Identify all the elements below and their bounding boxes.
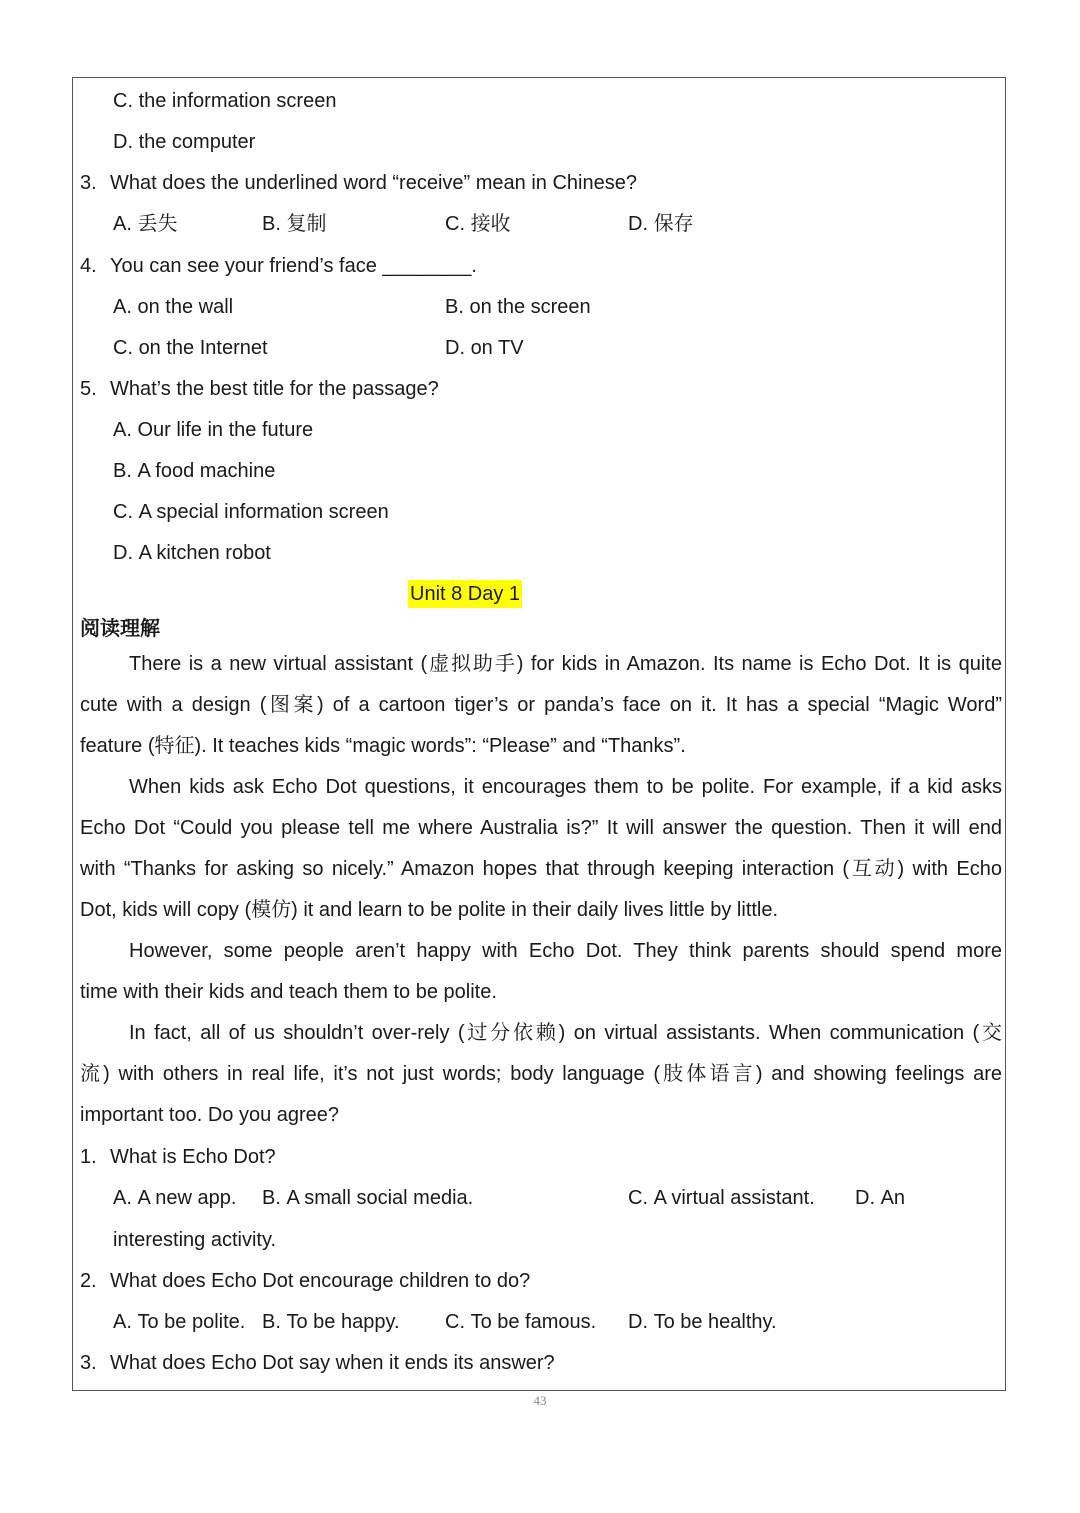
passage-line: 流) with others in real life, it’s not just words; body language (肢体语言) and showing feelings are bbox=[80, 1063, 1002, 1085]
passage-line: time with their kids and teach them to be polite. bbox=[80, 981, 497, 1003]
passage-line: with “Thanks for asking so nicely.” Amazon hopes that through keeping interaction (互动) with Echo bbox=[80, 858, 1002, 880]
passage-line: feature (特征). It teaches kids “magic words”: “Please” and “Thanks”. bbox=[80, 735, 686, 757]
question-5-prev: 5. What’s the best title for the passage? bbox=[80, 378, 439, 400]
question-1-options bbox=[80, 1183, 1000, 1213]
passage-line: cute with a design (图案) of a cartoon tiger’s or panda’s face on it. It has a special “Magic Word” bbox=[80, 694, 1002, 716]
question-4-prev: 4. You can see your friend’s face ________. bbox=[80, 255, 477, 277]
option-b: B. on the screen bbox=[445, 296, 591, 318]
option-d: D. 保存 bbox=[628, 213, 694, 235]
question-3-prev-options bbox=[80, 209, 1000, 239]
option-b: B. To be happy. bbox=[262, 1311, 400, 1333]
option-d: D. the computer bbox=[113, 131, 256, 153]
option-d: D. on TV bbox=[445, 337, 524, 359]
option-a: A. on the wall bbox=[113, 296, 234, 318]
passage-line: Dot, kids will copy (模仿) it and learn to be polite in their daily lives little by little. bbox=[80, 899, 779, 921]
option-b: B. A food machine bbox=[113, 460, 276, 482]
passage-line: Echo Dot “Could you please tell me where Australia is?” It will answer the question. Then it will end bbox=[80, 817, 1002, 839]
question-1: 1. What is Echo Dot? bbox=[80, 1146, 276, 1168]
passage-line: When kids ask Echo Dot questions, it encourages them to be polite. For example, if a kid asks bbox=[129, 776, 1002, 798]
question-2-options bbox=[80, 1307, 1000, 1337]
passage-line: There is a new virtual assistant (虚拟助手) for kids in Amazon. Its name is Echo Dot. It is quite bbox=[129, 653, 1002, 675]
option-c: C. A virtual assistant. bbox=[628, 1187, 815, 1209]
option-c: C. A special information screen bbox=[113, 501, 389, 523]
option-b: B. A small social media. bbox=[262, 1187, 474, 1209]
question-2: 2. What does Echo Dot encourage children to do? bbox=[80, 1270, 531, 1292]
unit-title: Unit 8 Day 1 bbox=[408, 580, 522, 608]
question-3-prev: 3. What does the underlined word “receive” mean in Chinese? bbox=[80, 172, 637, 194]
option-d: D. To be healthy. bbox=[628, 1311, 777, 1333]
question-4-prev-options-row2 bbox=[80, 333, 1000, 363]
passage-line: important too. Do you agree? bbox=[80, 1104, 340, 1126]
question-3: 3. What does Echo Dot say when it ends its answer? bbox=[80, 1352, 555, 1374]
option-a: A. A new app. bbox=[113, 1187, 237, 1209]
page-number: 43 bbox=[533, 1393, 547, 1408]
passage-line: In fact, all of us shouldn’t over-rely (过分依赖) on virtual assistants. When communication (交 bbox=[129, 1022, 1002, 1044]
option-a: A. Our life in the future bbox=[113, 419, 314, 441]
option-c: C. 接收 bbox=[445, 213, 511, 235]
option-a: A. To be polite. bbox=[113, 1311, 246, 1333]
option-a: A. 丢失 bbox=[113, 213, 178, 235]
option-c: C. on the Internet bbox=[113, 337, 268, 359]
question-4-prev-options-row1 bbox=[80, 292, 1000, 322]
section-heading: 阅读理解 bbox=[80, 618, 160, 640]
option-c: C. To be famous. bbox=[445, 1311, 597, 1333]
option-d: D. An bbox=[855, 1187, 906, 1209]
option-b: B. 复制 bbox=[262, 213, 327, 235]
option-c: C. the information screen bbox=[113, 90, 337, 112]
option-d: D. A kitchen robot bbox=[113, 542, 271, 564]
passage-line: However, some people aren’t happy with Echo Dot. They think parents should spend more bbox=[129, 940, 1002, 962]
